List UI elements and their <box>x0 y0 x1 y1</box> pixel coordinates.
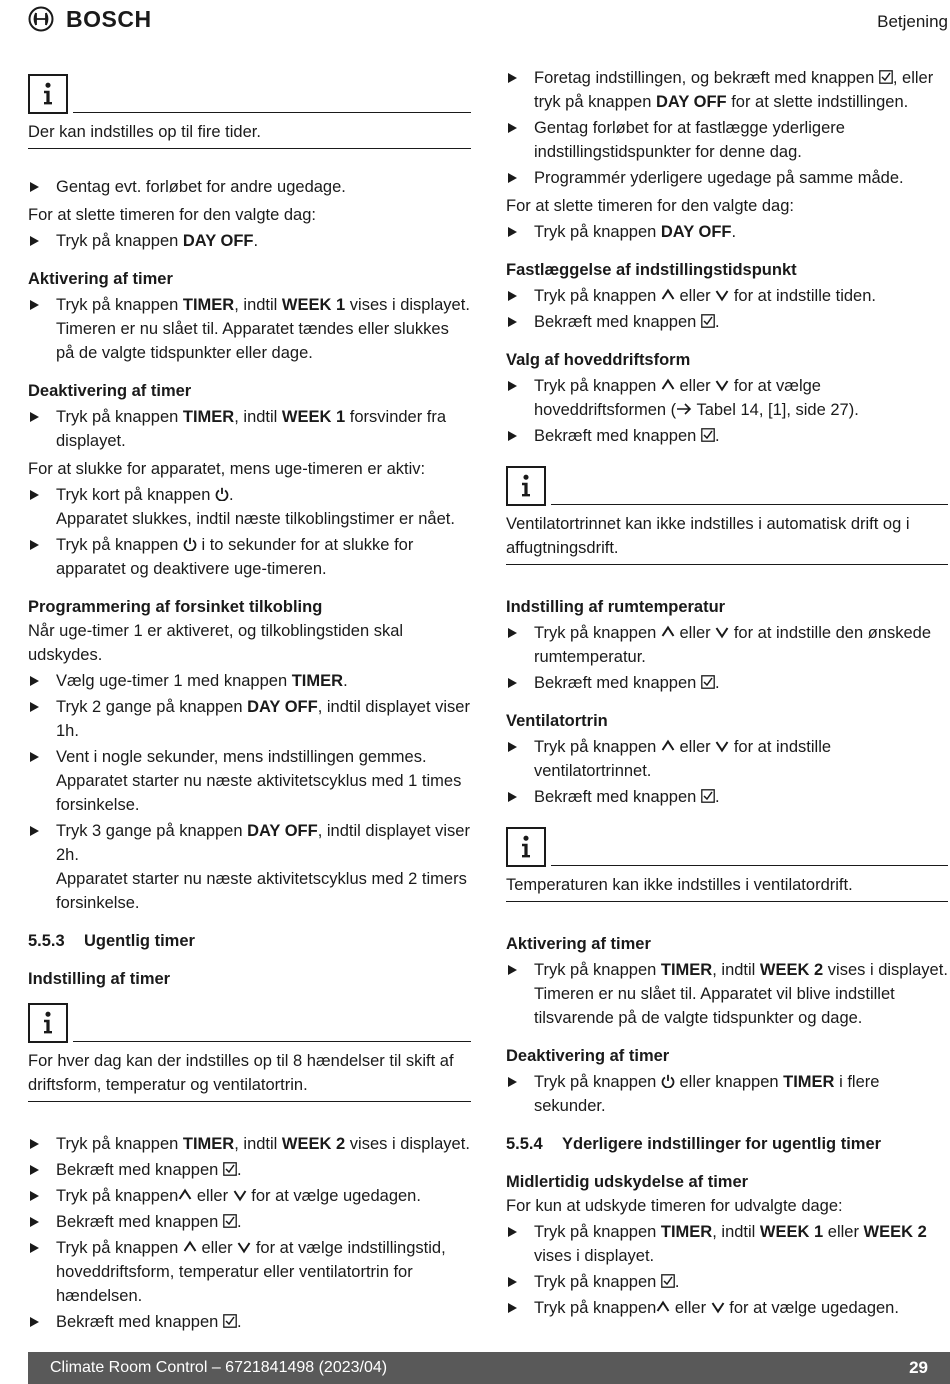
info-text: Ventilatortrinnet kan ikke indstilles i automatisk drift og i affugtningsdrift. <box>506 515 910 557</box>
info-note <box>506 827 948 902</box>
left-column <box>28 62 471 1336</box>
check-box-icon <box>701 789 715 803</box>
check-box-icon <box>879 70 893 84</box>
section-title: Betjening <box>877 12 948 31</box>
down-arrow-icon <box>715 378 729 392</box>
list-item: Tryk på knappen TIMER, indtil WEEK 1 forsvinder fra displayet. <box>28 405 471 453</box>
subheading: Indstilling af rumtemperatur <box>506 598 726 616</box>
list-item: Tryk på knappen TIMER, indtil WEEK 2 vises i displayet. <box>28 1132 471 1156</box>
list-item: Vent i nogle sekunder, mens indstillingen gemmes. Apparatet starter nu næste aktivitetscyklus med 1 times forsinkelse. <box>28 745 471 817</box>
subheading: Midlertidig udskydelse af timer <box>506 1173 749 1191</box>
info-text: Temperaturen kan ikke indstilles i ventilatordrift. <box>506 876 853 894</box>
up-arrow-icon <box>661 739 675 753</box>
info-icon <box>506 466 546 506</box>
check-box-icon <box>223 1314 237 1328</box>
section-heading: 5.5.4 Yderligere indstillinger for ugentlig timer <box>506 1135 882 1153</box>
subheading: Deaktivering af timer <box>28 382 192 400</box>
list-item: Gentag forløbet for at fastlægge yderligere indstillingstidspunkter for denne dag. <box>506 116 948 164</box>
power-icon <box>215 487 229 501</box>
list-item: Bekræft med knappen . <box>506 424 948 448</box>
info-icon <box>28 74 68 114</box>
subheading: Deaktivering af timer <box>506 1047 670 1065</box>
check-box-icon <box>661 1274 675 1288</box>
brand-name: BOSCH <box>66 6 152 32</box>
list-item: Bekræft med knappen . <box>28 1158 471 1182</box>
up-arrow-icon <box>661 288 675 302</box>
subheading: Fastlæggelse af indstillingstidspunkt <box>506 261 797 279</box>
right-arrow-icon <box>676 402 692 416</box>
list-item: Bekræft med knappen . <box>506 671 948 695</box>
list-item: Tryk på knappen eller knappen TIMER i flere sekunder. <box>506 1070 948 1118</box>
list-item: Tryk på knappen eller for at indstille den ønskede rumtemperatur. <box>506 621 948 669</box>
page-number: 29 <box>909 1358 928 1377</box>
list-item: Tryk på knappen eller for at vælge ugedagen. <box>506 1296 948 1320</box>
list-item: Tryk på knappen eller for at vælge ugedagen. <box>28 1184 471 1208</box>
down-arrow-icon <box>711 1300 725 1314</box>
list-item: Tryk på knappen DAY OFF. <box>28 229 471 253</box>
list-item: Tryk 2 gange på knappen DAY OFF, indtil displayet viser 1h. <box>28 695 471 743</box>
subheading: Indstilling af timer <box>28 970 171 988</box>
list-item: Tryk på knappen eller for at vælge indstillingstid, hoveddriftsform, temperatur eller ventilatortrin for hændelsen. <box>28 1236 471 1308</box>
paragraph: For kun at udskyde timeren for udvalgte dage: <box>506 1197 843 1215</box>
list-item: Tryk på knappen eller for at indstille tiden. <box>506 284 948 308</box>
page-header <box>28 6 950 38</box>
right-column <box>506 64 948 1322</box>
up-arrow-icon <box>178 1188 192 1202</box>
list-item: Bekræft med knappen . <box>28 1310 471 1334</box>
power-icon <box>661 1074 675 1088</box>
paragraph: For at slette timeren for den valgte dag: <box>506 197 794 215</box>
up-arrow-icon <box>661 378 675 392</box>
info-text: For hver dag kan der indstilles op til 8 hændelser til skift af driftsform, temperatur og ventilatortrin. <box>28 1052 454 1094</box>
power-icon <box>183 537 197 551</box>
page-footer <box>28 1352 950 1384</box>
info-note <box>28 74 471 149</box>
info-note <box>28 1003 471 1102</box>
list-item: Foretag indstillingen, og bekræft med knappen , eller tryk på knappen DAY OFF for at slette indstillingen. <box>506 66 948 114</box>
list-item: Tryk på knappen DAY OFF. <box>506 220 948 244</box>
check-box-icon <box>701 675 715 689</box>
list-item: Tryk på knappen eller for at indstille ventilatortrinnet. <box>506 735 948 783</box>
list-item: Tryk kort på knappen . Apparatet slukkes, indtil næste tilkoblingstimer er nået. <box>28 483 471 531</box>
paragraph: Når uge-timer 1 er aktiveret, og tilkoblingstiden skal udskydes. <box>28 622 404 664</box>
list-item: Bekræft med knappen . <box>506 310 948 334</box>
list-item: Tryk på knappen . <box>506 1270 948 1294</box>
list-item: Programmér yderligere ugedage på samme måde. <box>506 166 948 190</box>
info-note <box>506 466 948 565</box>
check-box-icon <box>701 428 715 442</box>
info-icon <box>28 1003 68 1043</box>
list-item: Tryk på knappen TIMER, indtil WEEK 1 eller WEEK 2 vises i displayet. <box>506 1220 948 1268</box>
check-box-icon <box>223 1162 237 1176</box>
list-item: Bekræft med knappen . <box>28 1210 471 1234</box>
check-box-icon <box>223 1214 237 1228</box>
document-id: Climate Room Control – 6721841498 (2023/04) <box>50 1359 388 1376</box>
subheading: Ventilatortrin <box>506 712 608 730</box>
bosch-logo <box>28 6 152 32</box>
subheading: Aktivering af timer <box>28 270 173 288</box>
subheading: Valg af hoveddriftsform <box>506 351 691 369</box>
down-arrow-icon <box>233 1188 247 1202</box>
subheading: Aktivering af timer <box>506 935 651 953</box>
list-item: Tryk på knappen TIMER, indtil WEEK 1 vises i displayet. Timeren er nu slået til. Apparatet tændes eller slukkes på de valgte tidspunkter eller dage. <box>28 293 471 365</box>
up-arrow-icon <box>183 1240 197 1254</box>
list-item: Bekræft med knappen . <box>506 785 948 809</box>
info-text: Der kan indstilles op til fire tider. <box>28 123 261 141</box>
list-item: Gentag evt. forløbet for andre ugedage. <box>28 175 471 199</box>
subheading: Programmering af forsinket tilkobling <box>28 598 323 616</box>
up-arrow-icon <box>661 625 675 639</box>
up-arrow-icon <box>656 1300 670 1314</box>
bosch-armature-icon <box>28 6 54 32</box>
list-item: Tryk på knappen eller for at vælge hoveddriftsformen ( Tabel 14, [1], side 27). <box>506 374 948 422</box>
check-box-icon <box>701 314 715 328</box>
paragraph: For at slukke for apparatet, mens uge-timeren er aktiv: <box>28 460 426 478</box>
section-heading: 5.5.3 Ugentlig timer <box>28 932 195 950</box>
down-arrow-icon <box>715 625 729 639</box>
list-item: Tryk 3 gange på knappen DAY OFF, indtil displayet viser 2h. Apparatet starter nu næste aktivitetscyklus med 2 timers forsinkelse. <box>28 819 471 915</box>
down-arrow-icon <box>237 1240 251 1254</box>
paragraph: For at slette timeren for den valgte dag: <box>28 206 316 224</box>
down-arrow-icon <box>715 288 729 302</box>
down-arrow-icon <box>715 739 729 753</box>
info-icon <box>506 827 546 867</box>
list-item: Tryk på knappen i to sekunder for at slukke for apparatet og deaktivere uge-timeren. <box>28 533 471 581</box>
list-item: Tryk på knappen TIMER, indtil WEEK 2 vises i displayet. Timeren er nu slået til. Apparatet vil blive indstillet tilsvarende på de valgte tidspunkter og dage. <box>506 958 948 1030</box>
list-item: Vælg uge-timer 1 med knappen TIMER. <box>28 669 471 693</box>
